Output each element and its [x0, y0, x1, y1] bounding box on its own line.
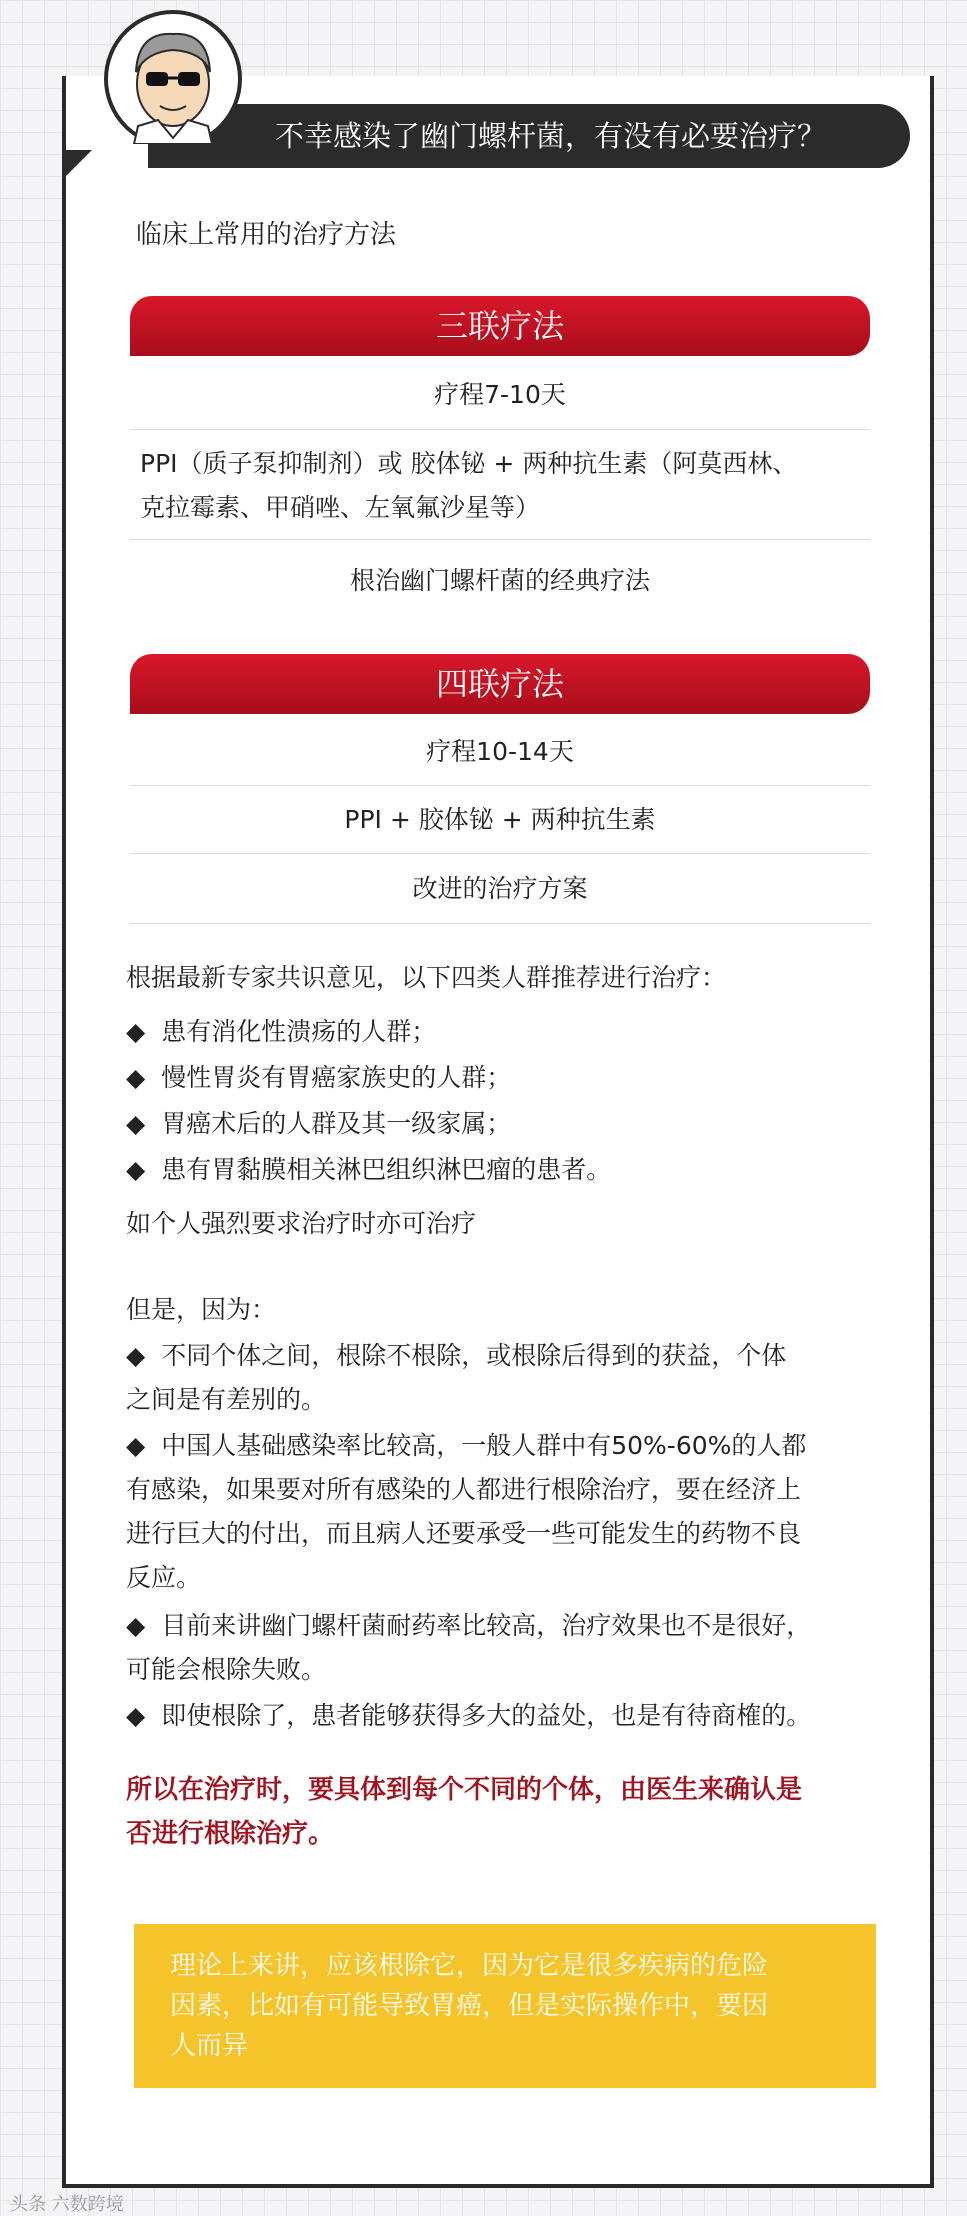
doctor-avatar-icon: [108, 14, 238, 144]
list-item: ◆ 患有胃黏膜相关淋巴组织淋巴瘤的患者。: [126, 1148, 888, 1192]
diamond-bullet-icon: ◆: [126, 1017, 146, 1046]
diamond-bullet-icon: ◆: [126, 1155, 146, 1184]
reason-item: ◆ 目前来讲幽门螺杆菌耐药率比较高，治疗效果也不是很好， 可能会根除失败。: [126, 1604, 888, 1692]
list-item: ◆ 患有消化性溃疡的人群；: [126, 1010, 888, 1054]
quad-course: 疗程10-14天: [130, 718, 870, 786]
triple-drugs-line1: PPI（质子泵抑制剂）或 胶体铋 + 两种抗生素（阿莫西林、: [140, 449, 798, 478]
triple-course: 疗程7-10天: [130, 360, 870, 430]
triple-drugs: [130, 436, 870, 540]
reason-item: ◆ 中国人基础感染率比较高，一般人群中有50%-60%的人都 有感染，如果要对所有感染的人都进行根除治疗，要在经济上 进行巨大的付出，而且病人还要承受一些可能发生的药物不良 反应。: [126, 1424, 888, 1600]
diamond-bullet-icon: ◆: [126, 1431, 146, 1460]
triple-drugs-line2: 克拉霉素、甲硝唑、左氧氟沙星等）: [140, 493, 541, 522]
source-watermark: 头条 六数跨境: [10, 2194, 124, 2215]
conclusion-text: 所以在治疗时，要具体到每个不同的个体，由医生来确认是 否进行根除治疗。: [126, 1775, 803, 1849]
list-item: ◆ 胃癌术后的人群及其一级家属；: [126, 1102, 888, 1146]
quad-note: 改进的治疗方案: [130, 854, 870, 924]
reason-item: ◆ 即使根除了，患者能够获得多大的益处，也是有待商榷的。: [126, 1694, 888, 1738]
consensus-extra: 如个人强烈要求治疗时亦可治疗: [126, 1209, 477, 1238]
triple-therapy-title: 三联疗法: [130, 296, 870, 356]
diamond-bullet-icon: ◆: [126, 1063, 146, 1092]
diamond-bullet-icon: ◆: [126, 1109, 146, 1138]
page-title: 不幸感染了幽门螺杆菌，有没有必要治疗？: [275, 119, 827, 153]
intro-text: 临床上常用的治疗方法: [136, 220, 397, 250]
diamond-bullet-icon: ◆: [126, 1701, 146, 1730]
diamond-bullet-icon: ◆: [126, 1341, 146, 1370]
quad-drugs: PPI + 胶体铋 + 两种抗生素: [130, 786, 870, 854]
however-lead: 但是，因为：: [126, 1295, 277, 1324]
quad-therapy-title: 四联疗法: [130, 654, 870, 714]
reason-item: ◆ 不同个体之间，根除不根除，或根除后得到的获益，个体 之间是有差别的。: [126, 1334, 888, 1422]
triple-note: 根治幽门螺杆菌的经典疗法: [349, 566, 650, 595]
header-corner-decoration: [62, 150, 92, 180]
avatar: [104, 10, 242, 148]
theory-note-box: 理论上来讲，应该根除它，因为它是很多疾病的危险 因素，比如有可能导致胃癌，但是实际操作中，要因 人而异: [134, 1924, 876, 2088]
list-item: ◆ 慢性胃炎有胃癌家族史的人群；: [126, 1056, 888, 1100]
consensus-lead: 根据最新专家共识意见，以下四类人群推荐进行治疗：: [126, 963, 727, 992]
diamond-bullet-icon: ◆: [126, 1611, 146, 1640]
